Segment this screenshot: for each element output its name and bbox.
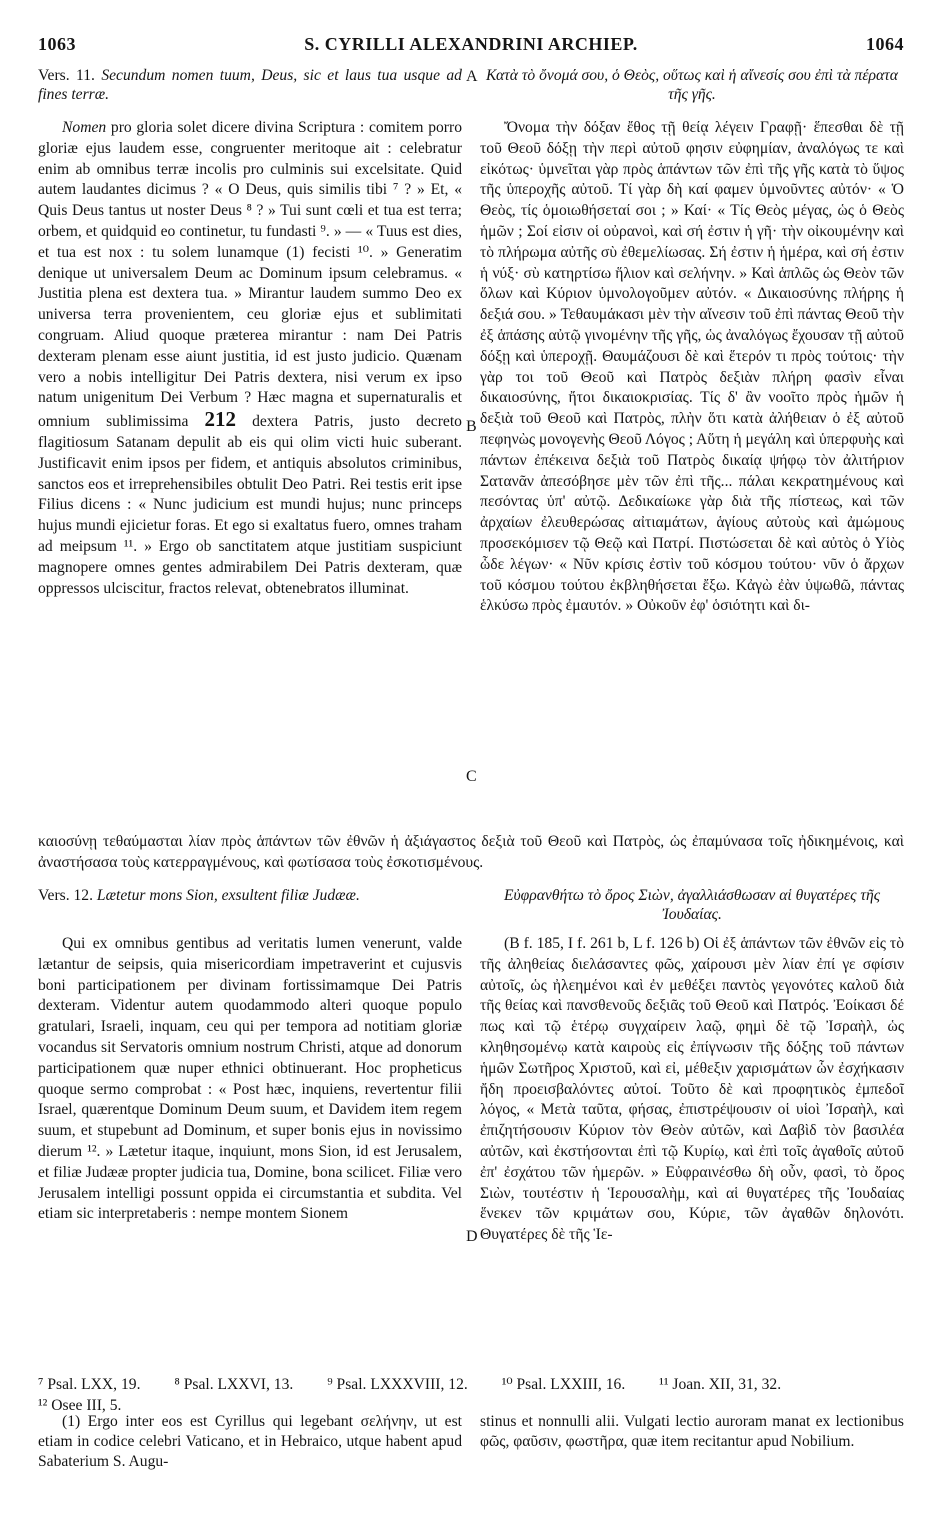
vers11-latin-heading — [38, 66, 462, 104]
vers11-latin-text: Secundum nomen tuum, Deus, sic et laus tua usque ad fines terræ. — [38, 67, 462, 103]
vers12-latin-text: Lætetur mons Sion, exsultent filiæ Judææ. — [96, 887, 360, 904]
vers12-greek-text: Εὐφρανθήτω τὸ ὄρος Σιὼν, ἀγαλλιάσθωσαν αἱ θυγατέρες τῆς Ἰουδαίας. — [503, 887, 881, 923]
latin-text-after-number: dextera Patris, justo decreto flagitiosum Satanam depulit ab eis qui olim victi huic suberant. Justificavit enim ipsos per fidem, et antiquis absolutos criminibus, sanctos eos et irreprehensibiles obtulit Deo Patri. Rei testis erit ipse Filius dicens : « Nunc judicium est mundi hujus; nunc princeps hujus mundi ejicietur foras. Et ego si exaltatus fuero, omnes traham ad meipsum ¹¹. » Ergo ob sanctitatem atque justitiam suspiciunt magnopere omnes gentes admirabilem Dei Patris dexteram, quæ oppressos ulciscitur, fractos relevat, obtenebratos illuminat. — [38, 413, 462, 597]
greek-text-2: (B f. 185, I f. 261 b, L f. 126 b) Οἱ ἐξ ἁπάντων τῶν ἐθνῶν εἰς τὸ τῆς ἀληθείας διελάσαντες φῶς, χαίρουσι μὲν λίαν ἐπί γε σφίσιν αὐτοῖς, ὡς ἠλεημένοι καὶ ἐν μεθέξει παντὸς γεγονότες καλοῦ διὰ τῆς θείας καὶ πανσθενοῦς δεξιᾶς τοῦ Θεοῦ καὶ Πατρός. Ἐοίκασι δέ πως καὶ τῷ ἑτέρῳ συγχαίρειν λαῷ, φημὶ δὲ τῷ Ἰσραὴλ, ὡς κληθησομένῳ κατὰ καιροὺς εἰς ἐπίγνωσιν τῆς δόξης τοῦ πάντων ἡμῶν Σωτῆρος Χριστοῦ, καὶ εἰ, μέθεξιν χαρισμάτων ὧν ἐσχήκασιν ἤδη προεισβαλόντες αὐτοί. Τοῦτο δὲ καὶ προφητικὸς ἐμπεδοῖ λόγος, « Μετὰ ταῦτα, φήσας, ἐπιστρέψουσιν οἱ υἱοὶ Ἰσραὴλ, καὶ ἐπιζητήσουσιν Κύριον τὸν Θεὸν αὐτῶν, καὶ Δαβὶδ τὸν βασιλέα αὐτῶν, καὶ ἐκστήσονται ἐπὶ τῷ Κυρίῳ, καὶ ἐπὶ τοῖς ἀγαθοῖς αὐτοῦ ἐπ' ἐσχάτου τῶν ἡμερῶν. » Εὐφραινέσθω δὴ οὖν, φασὶ, τὸ ὄρος Σιὼν, τουτέστιν ἡ Ἱερουσαλὴμ, καὶ αἱ θυγατέρες τῆς Ἰουδαίας ἕνεκεν τῶν κριμάτων σου, Κύριε, τῶν ἀγαθῶν δηλονότι. Θυγατέρες δὲ τῆς Ἱε- — [480, 935, 904, 1244]
running-title: S. CYRILLI ALEXANDRINI ARCHIEP. — [304, 34, 638, 54]
greek-full-width-continuation: καιοσύνῃ τεθαύμασται λίαν πρὸς ἁπάντων τῶν ἐθνῶν ἡ ἀξιάγαστος δεξιὰ τοῦ Θεοῦ καὶ Πατρὸς, ὡς ἐπαμύνασα τοῖς ἠδικημένοις, καὶ ἀναστήσασα τοὺς κατερραγμένους, καὶ φωτίσασα τοὺς ἐσκοτισμένους. — [38, 833, 904, 871]
footnote: ⁹ Psal. LXXXVIII, 12. — [327, 1376, 468, 1393]
vers11-label: Vers. 11. — [38, 67, 95, 84]
latin-text-before-number: pro gloria solet dicere divina Scriptura : comitem porro gloriæ ejus laudem esse, congruenter meritoque ait : celebratur enim ab omnibus terræ incolis pro culminis sui excelsitate. Quid autem laudantes dicimus ? « O Deus, quis similis tibi ⁷ ? » Et, « Quis Deus tantus ut noster Deus ⁸ ? » Tui sunt cœli et tua est terra; orbem, et quidquid eo continetur, tu fundasti ⁹. » — « Tuus est dies, et tua est nox : tu solem lunamque (1) fecisti ¹⁰. » Generatim denique ut universalem Deum ac Dominum ipsum celebramus. « Justitia plena est dextera tua. » Mirantur laudem summo Deo ex universa terra provenientem, ceu gloriæ ejus et sublimitati congruam. Aliud quoque præterea mirantur : nam Dei Patris dexteram plenam esse aiunt justitia, id est justo judicio. Quænam vero a nobis intelligitur Dei Patris dextera, nisi verum ex ipso natum unigenitum Dei Verbum ? Hæc magna et supernaturalis et omnium sublimissima — [38, 119, 462, 431]
vers12-greek-heading — [480, 886, 904, 924]
footnotes — [38, 1374, 904, 1416]
footnote: ⁷ Psal. LXX, 19. — [38, 1376, 141, 1393]
margin-marker-d: D — [466, 1228, 478, 1245]
vers11-greek-text: Κατὰ τὸ ὄνομά σου, ὁ Θεὸς, οὕτως καὶ ἡ αἴνεσίς σου ἐπὶ τὰ πέρατα τῆς γῆς. — [486, 67, 898, 103]
latin-commentary-2 — [38, 934, 462, 1364]
margin-marker-a: A — [466, 68, 478, 85]
margin-marker-b: B — [466, 418, 477, 435]
left-page-number: 1063 — [38, 34, 76, 54]
greek-commentary-2 — [480, 934, 904, 1364]
greek-commentary-1 — [480, 118, 904, 828]
column-number: 212 — [204, 407, 237, 432]
footnote: ¹² Osee III, 5. — [38, 1397, 122, 1414]
vers11-greek-heading — [480, 66, 904, 104]
editor-note-left: (1) Ergo inter eos est Cyrillus qui legebant σελήνην, ut est etiam in codice celebri Vaticano, et in Hebraico, utque habent apud Sabaterium S. Augu- — [38, 1413, 462, 1470]
margin-marker-c: C — [466, 768, 477, 785]
right-page-number: 1064 — [866, 34, 904, 54]
footnote: ¹⁰ Psal. LXXIII, 16. — [501, 1376, 626, 1393]
footnote: ⁸ Psal. LXXVI, 13. — [174, 1376, 294, 1393]
footnote: ¹¹ Joan. XII, 31, 32. — [659, 1376, 782, 1393]
vers12-latin-heading — [38, 886, 462, 905]
editor-note-right: stinus et nonnulli alii. Vulgati lectio auroram manat ex lectionibus φῶς, φαῦσιν, φωστῆρα, quæ item recitantur apud Nobilium. — [480, 1413, 904, 1450]
latin-text-2: Qui ex omnibus gentibus ad veritatis lumen venerunt, valde lætantur de seipsis, quia misericordiam impetraverint et cujusvis boni participationem per divinam fortissimamque Dei Patris dexteram. Videntur autem quodammodo alteri quoque populo gratulari, Israeli, inquam, ceu qui per tempora ad notitiam gloriæ vocandus sit Servatoris omnium nostrum Christi, atque ad donorum participationem quæ nuper ethnici obtinuerant. Hoc propheticus quoque sermo comprobat : « Post hæc, inquiens, revertentur filii Israel, quærentque Dominum Deum suum, et Davidem item regem suum, et stupebunt ad Dominum, et super bonis ejus in novissimo dierum ¹². » Lætetur itaque, inquiunt, mons Sion, id est Jerusalem, et filiæ Judææ propter judicia tua, Domine, bona scilicet. Filiæ vero Jerusalem intelligi possunt oppida ei circumstantia et subdita. Vel etiam sic interpretaberis : nempe montem Sionem — [38, 935, 462, 1223]
running-header — [38, 34, 904, 58]
vers12-label: Vers. 12. — [38, 887, 94, 904]
latin-start-word: Nomen — [62, 119, 107, 136]
latin-commentary-1 — [38, 118, 462, 828]
greek-text-1: Ὄνομα τὴν δόξαν ἔθος τῇ θείᾳ λέγειν Γραφῇ· ἕπεσθαι δὲ τῇ τοῦ Θεοῦ δόξῃ τὴν περὶ αὐτοῦ φησιν εὐφημίαν, ἀναλόγως τε καὶ εἰκότως· ὑμνεῖται γὰρ πρὸς ἁπάντων τῶν ἐπὶ τῆς γῆς κατὰ τὸ ὕψος τῆς ὑπεροχῆς αὐτοῦ. Τί γὰρ δὴ καί φαμεν ὑμνοῦντες αὐτόν· « Ὁ Θεὸς, τίς ὁμοιωθήσεταί σοι ; » Καί· « Τίς Θεὸς μέγας, ὡς ὁ Θεὸς ἡμῶν ; Σοί εἰσιν οἱ οὐρανοὶ, καὶ σή ἐστιν ἡ γῆ· τὴν οἰκουμένην καὶ τὸ πλήρωμα αὐτῆς σὺ ἐθεμελίωσας. Σή ἐστιν ἡ ἡμέρα, καὶ σή ἐστιν ἡ νύξ· σὺ κατηρτίσω ἥλιον καὶ σελήνην. » Καὶ ἁπλῶς ὡς Θεὸν τῶν ὅλων καὶ Κύριον ὑμνολογοῦμεν αὐτόν. « Δικαιοσύνης πλήρης ἡ δεξιά σου. » Τεθαυμάκασι μὲν τὴν αἴνεσιν τοῦ ἐπὶ πάντας Θεοῦ τὴν ἐξ ἁπάσης αὐτῷ γινομένην τῆς γῆς, ὡς ἀναλόγως ἔχουσαν τῇ αὐτοῦ δόξῃ καὶ ὑπεροχῇ. Θαυμάζουσι δὲ καὶ ἕτερόν τι πρὸς τούτοις· τὴν γὰρ τοι τοῦ Θεοῦ καὶ Πατρὸς δεξιὰν πλήρη φασὶν εἶναι δικαιοσύνης, ἤτοι δικαιοκρισίας. Τίς δ' ἂν νοοῖτο πρὸς ἡμῶν ἡ δεξιὰ τοῦ Θεοῦ καὶ Πατρὸς, πλὴν ὅτι κατὰ ἀλήθειαν ὁ ἐξ αὐτοῦ πεφηνὼς μονογενὴς Θεοῦ Λόγος ; Αὕτη ἡ μεγάλη καὶ ὑπερφυὴς καὶ πάντων ἐπέκεινα δεξιὰ τοῦ Πατρὸς δικαίᾳ ψήφῳ τὸν ἀλιτήριον Σατανᾶν ἀπεσόβησε μὲν τῶν ἐπὶ τῆς... πάλαι κεκρατημένους καὶ πεσόντας ὑπ' αὐτῷ. Δεδικαίωκε γὰρ διὰ τῆς πίστεως, καὶ τῶν ἀρχαίων ἐλευθερώσας αἰτιαμάτων, ἁγίους αὐτοὺς καὶ ἀμώμους προσεκόμισεν τῷ Θεῷ καὶ Πατρί. Πιστώσεται δὲ καὶ αὐτὸς ὁ Υἱὸς ὧδε λέγων· « Νῦν κρίσις ἐστὶν τοῦ κόσμου τούτου· νῦν ὁ ἄρχων τοῦ κόσμου τούτου ἐκβληθήσεται ἔξω. Κἀγὼ ἐὰν ὑψωθῶ, πάντας ἑλκύσω πρὸς ἐμαυτόν. » Οὐκοῦν ἐφ' ὁσιότητι καὶ δι- — [480, 119, 904, 615]
